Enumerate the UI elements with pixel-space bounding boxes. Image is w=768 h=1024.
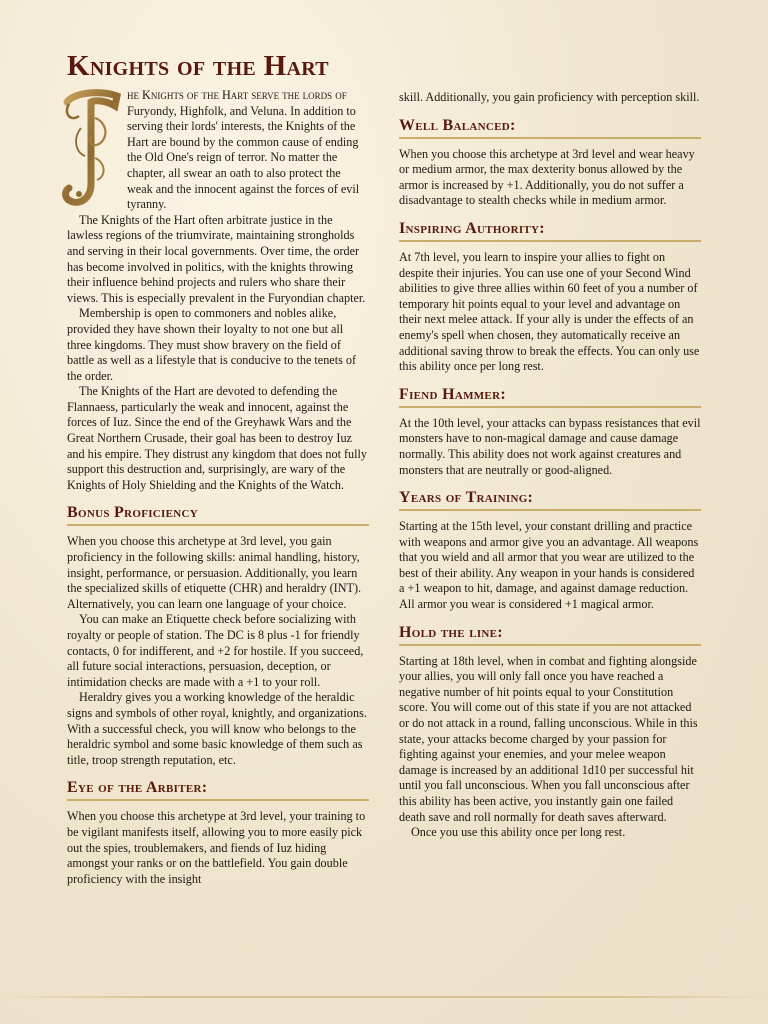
fiend-hammer-paragraph: At the 10th level, your attacks can bypass resistances that evil monsters have to non-magical damage and cause damage normally. This ability does not work against creatures and monsters that are neutrally or good-aligned. xyxy=(399,415,701,477)
years-of-training-paragraph: Starting at the 15th level, your constant drilling and practice with weapons and armor give you an advantage. All weapons that you wield and all armor that you wear are utilized to the best of their ability. Any weapon in your hands is considered a +1 weapon to hit, damage, and against damage reduction. All armor you wear is considered +1 magical armor. xyxy=(399,519,699,612)
intro-paragraph-4: The Knights of the Hart are devoted to defending the Flannaess, particularly the weak and innocent, against the forces of Iuz. Since the end of the Greyhawk Wars and the Great Northern Crusade, their goal has been to destroy Iuz and his empire. They distrust any kingdom that does not fully support this destruction and, surprisingly, are wary of the Knights of Holy Shielding and the Knights of the Watch. xyxy=(67,384,368,492)
right-column xyxy=(399,90,701,841)
heading-fiend-hammer: Fiend Hammer: xyxy=(399,385,701,408)
heading-inspiring-authority: Inspiring Authority: xyxy=(399,219,701,242)
intro-lead: he Knights of the Hart serve the lords of xyxy=(127,88,347,102)
hold-the-line-paragraph-2: Once you use this ability once per long rest. xyxy=(411,825,626,840)
intro-paragraph-1: Furyondy, Highfolk, and Veluna. In addition to serving their lords' interests, the Knights of the Hart are bound by the common cause of ending the Old One's reign of terror. No matter the chapter, all swear an oath to also protect the weak and the innocent against the forces of evil tyranny. xyxy=(127,103,360,212)
hold-the-line-paragraph-1: Starting at 18th level, when in combat and fighting alongside your allies, you will only fall once you have reached a negative number of hit points equal to your Constitution score. You will come out of this state if you are not attacked or do not attack in a round, falling unconscious. While in this state, your attacks become charged by your passion for fighting against your enemies, and your melee weapon damage is increased by an additional 1d10 per successful hit until you fall unconscious. When you fall unconscious after this ability has been active, you instantly gain one failed death save and roll normally for death saves afterward. xyxy=(399,653,698,824)
footer-divider xyxy=(0,996,768,998)
left-column xyxy=(67,88,369,887)
heading-well-balanced: Well Balanced: xyxy=(399,116,701,139)
intro-section xyxy=(67,88,369,493)
heading-years-of-training: Years of Training: xyxy=(399,488,701,511)
heading-bonus-proficiency: Bonus Proficiency xyxy=(67,503,369,526)
intro-paragraph-3: Membership is open to commoners and nobles alike, provided they have shown their loyalty to not one but all three kingdoms. They must show bravery on the field of battle as well as a lifestyle that is conducive to the tenets of the order. xyxy=(67,306,357,383)
heading-hold-the-line: Hold the line: xyxy=(399,623,701,646)
bonus-proficiency-paragraph-2: You can make an Etiquette check before socializing with royalty or people of station. The DC is 8 plus -1 for friendly contacts, 0 for indifferent, and +2 for hostile. If you succeed, all future social interactions, persuasion, deception, or intimidation checks are made with a +1 to your roll. xyxy=(67,612,364,689)
page-title: Knights of the Hart xyxy=(67,50,329,82)
heading-eye-of-the-arbiter: Eye of the Arbiter: xyxy=(67,778,369,801)
bonus-proficiency-paragraph-3: Heraldry gives you a working knowledge of the heraldic signs and symbols of other royal, knightly, and organizations. With a successful check, you will know who belongs to the heraldric symbol and some basic knowledge of them such as title, troop strength reputation, etc. xyxy=(67,690,367,767)
eye-of-the-arbiter-continued: skill. Additionally, you gain proficiency with perception skill. xyxy=(399,90,700,104)
bonus-proficiency-paragraph-1: When you choose this archetype at 3rd level, you gain proficiency in the following skills: animal handling, history, insight, performance, or persuasion. Additionally, you learn the specialized skills of etiquette (CHR) and heraldry (INT). Alternatively, you can learn one language of your choice. xyxy=(67,534,362,611)
dropcap-ornament xyxy=(61,88,121,210)
inspiring-authority-paragraph: At 7th level, you learn to inspire your allies to fight on despite their injuries. You can use one of your Second Wind abilities to give three allies within 60 feet of you a number of temporary hit points equal to your level and advantage on their next melee attack. If your ally is under the effects of an enemy's spell when chosen, they automatically receive an additional saving throw to break the effects. You can only use this ability once per long rest. xyxy=(399,249,700,374)
eye-of-the-arbiter-paragraph: When you choose this archetype at 3rd level, your training to be vigilant manifests itself, allowing you to more easily pick out the spies, troublemakers, and fiends of Iuz hiding amongst your ranks or on the battlefield. You gain double proficiency with the insight xyxy=(67,809,366,886)
intro-paragraph-2: The Knights of the Hart often arbitrate justice in the lawless regions of the triumvirate, maintaining strongholds and serving in their local governments. Over time, the order has become involved in politics, with the knights throwing their influence behind projects and rulers who share their views. This is especially prevalent in the Furyondian chapter. xyxy=(67,212,366,305)
well-balanced-paragraph: When you choose this archetype at 3rd level and wear heavy or medium armor, the max dexterity bonus allowed by the armor is increased by +1. Additionally, you do not suffer a disadvantage to stealth checks while in medium armor. xyxy=(399,146,695,208)
